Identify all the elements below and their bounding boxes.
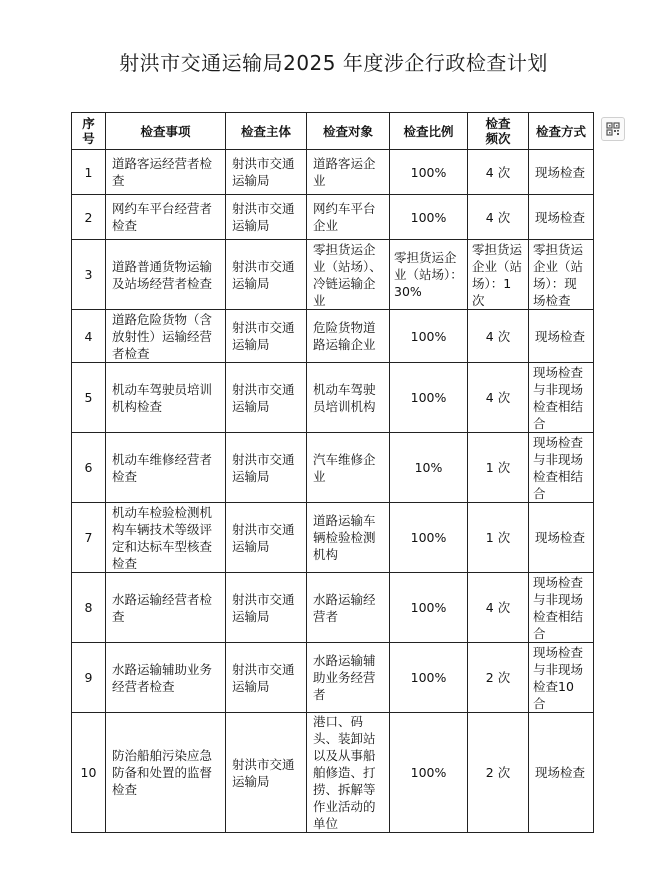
table-row	[72, 363, 594, 433]
cell-ratio: 100%	[390, 195, 468, 240]
cell-seq: 6	[72, 433, 106, 503]
header-ratio: 检查比例	[390, 113, 468, 150]
header-freq: 检查频次	[468, 113, 529, 150]
cell-seq: 9	[72, 643, 106, 713]
table-row	[72, 310, 594, 363]
cell-subject: 射洪市交通运输局	[226, 573, 307, 643]
cell-method: 现场检查	[529, 150, 594, 195]
header-item: 检查事项	[106, 113, 226, 150]
cell-freq: 1 次	[468, 503, 529, 573]
cell-freq: 2 次	[468, 643, 529, 713]
cell-seq: 4	[72, 310, 106, 363]
cell-object: 危险货物道路运输企业	[307, 310, 390, 363]
table-row	[72, 643, 594, 713]
cell-method: 现场检查	[529, 195, 594, 240]
cell-ratio: 100%	[390, 363, 468, 433]
cell-subject: 射洪市交通运输局	[226, 363, 307, 433]
cell-subject: 射洪市交通运输局	[226, 713, 307, 833]
cell-object: 零担货运企业（站场）、冷链运输企业	[307, 240, 390, 310]
cell-object: 港口、码头、装卸站以及从事船舶修造、打捞、拆解等作业活动的单位	[307, 713, 390, 833]
header-method: 检查方式	[529, 113, 594, 150]
cell-freq: 零担货运企业（站场）：1 次	[468, 240, 529, 310]
cell-freq: 4 次	[468, 195, 529, 240]
cell-ratio: 100%	[390, 503, 468, 573]
cell-subject: 射洪市交通运输局	[226, 195, 307, 240]
cell-ratio: 100%	[390, 150, 468, 195]
cell-object: 水路运输辅助业务经营者	[307, 643, 390, 713]
cell-subject: 射洪市交通运输局	[226, 503, 307, 573]
cell-method: 现场检查	[529, 713, 594, 833]
cell-item: 网约车平台经营者检查	[106, 195, 226, 240]
table-row	[72, 433, 594, 503]
cell-freq: 4 次	[468, 363, 529, 433]
cell-ratio: 100%	[390, 573, 468, 643]
cell-object: 网约车平台企业	[307, 195, 390, 240]
cell-ratio: 10%	[390, 433, 468, 503]
cell-seq: 2	[72, 195, 106, 240]
cell-method: 零担货运企业（站场）：现场检查	[529, 240, 594, 310]
cell-freq: 1 次	[468, 433, 529, 503]
cell-item: 防治船舶污染应急防备和处置的监督检查	[106, 713, 226, 833]
cell-ratio: 100%	[390, 310, 468, 363]
cell-item: 机动车驾驶员培训机构检查	[106, 363, 226, 433]
cell-object: 道路客运企业	[307, 150, 390, 195]
cell-item: 机动车检验检测机构车辆技术等级评定和达标车型核查检查	[106, 503, 226, 573]
cell-method: 现场检查与非现场检查10 合	[529, 643, 594, 713]
cell-ratio: 100%	[390, 713, 468, 833]
cell-ratio: 100%	[390, 643, 468, 713]
cell-seq: 3	[72, 240, 106, 310]
cell-freq: 2 次	[468, 713, 529, 833]
cell-item: 机动车维修经营者检查	[106, 433, 226, 503]
cell-item: 道路客运经营者检查	[106, 150, 226, 195]
inspection-plan-table	[71, 112, 594, 833]
cell-item: 水路运输辅助业务经营者检查	[106, 643, 226, 713]
cell-method: 现场检查	[529, 503, 594, 573]
cell-object: 机动车驾驶员培训机构	[307, 363, 390, 433]
table-row	[72, 240, 594, 310]
cell-seq: 8	[72, 573, 106, 643]
header-seq: 序号	[72, 113, 106, 150]
table-header-row	[72, 113, 594, 150]
cell-subject: 射洪市交通运输局	[226, 310, 307, 363]
table-row	[72, 573, 594, 643]
cell-seq: 1	[72, 150, 106, 195]
cell-seq: 5	[72, 363, 106, 433]
table-row	[72, 195, 594, 240]
qr-code-icon[interactable]	[601, 117, 625, 141]
cell-ratio: 零担货运企业（站场）：30%	[390, 240, 468, 310]
document-title: 射洪市交通运输局2025 年度涉企行政检查计划	[119, 51, 548, 75]
cell-item: 道路危险货物（含放射性）运输经营者检查	[106, 310, 226, 363]
table-row	[72, 503, 594, 573]
cell-method: 现场检查与非现场检查相结合	[529, 573, 594, 643]
header-subject: 检查主体	[226, 113, 307, 150]
cell-subject: 射洪市交通运输局	[226, 433, 307, 503]
cell-item: 道路普通货物运输及站场经营者检查	[106, 240, 226, 310]
cell-method: 现场检查与非现场检查相结合	[529, 433, 594, 503]
cell-freq: 4 次	[468, 573, 529, 643]
cell-item: 水路运输经营者检查	[106, 573, 226, 643]
cell-seq: 10	[72, 713, 106, 833]
cell-method: 现场检查	[529, 310, 594, 363]
cell-subject: 射洪市交通运输局	[226, 240, 307, 310]
cell-seq: 7	[72, 503, 106, 573]
cell-object: 道路运输车辆检验检测机构	[307, 503, 390, 573]
table-row	[72, 150, 594, 195]
header-object: 检查对象	[307, 113, 390, 150]
cell-freq: 4 次	[468, 150, 529, 195]
cell-freq: 4 次	[468, 310, 529, 363]
cell-method: 现场检查与非现场检查相结合	[529, 363, 594, 433]
table-row	[72, 713, 594, 833]
cell-subject: 射洪市交通运输局	[226, 150, 307, 195]
cell-subject: 射洪市交通运输局	[226, 643, 307, 713]
cell-object: 水路运输经营者	[307, 573, 390, 643]
cell-object: 汽车维修企业	[307, 433, 390, 503]
